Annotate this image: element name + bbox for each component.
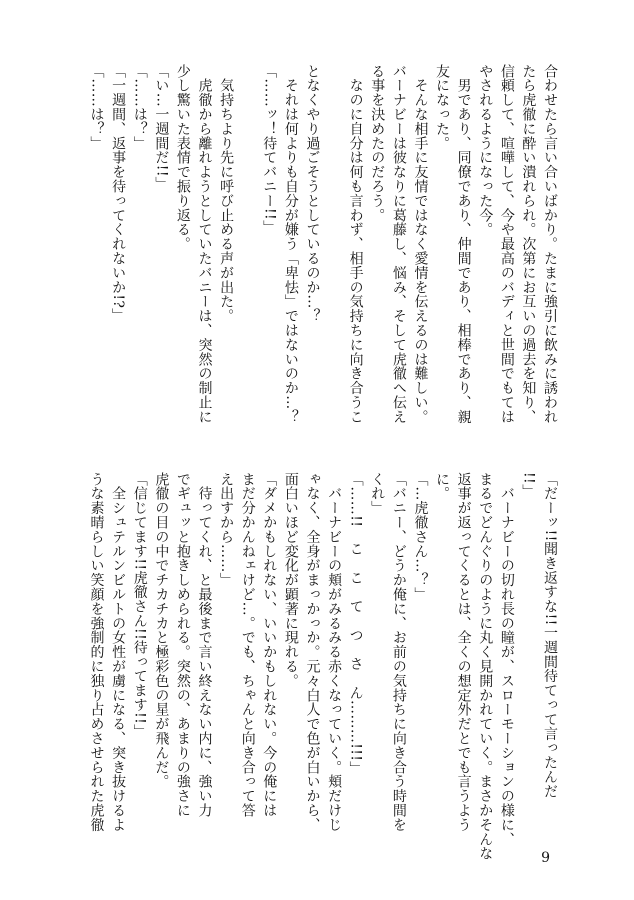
- text-line: バーナビーは彼なりに葛藤し、悩み、そして虎徹へ伝え: [390, 64, 407, 424]
- upper-text-block: [85, 64, 560, 439]
- page-number: 9: [541, 850, 550, 866]
- text-line: 少し驚いた表情で振り返る。: [174, 64, 191, 252]
- text-line: くれ」: [369, 472, 386, 516]
- text-line: 「……は？」: [131, 64, 148, 151]
- text-line: え出すから……」: [218, 472, 235, 588]
- text-line: でギュッと抱きしめられる。突然の、あまりの強さに: [174, 472, 191, 818]
- lower-text-block: [85, 472, 560, 861]
- text-line: まだ分かんねェけど…。でも、ちゃんと向き合って答: [239, 472, 256, 818]
- text-line: る事を決めたのだろう。: [369, 64, 386, 223]
- text-line: 「一週間、返事を待ってくれないか!?」: [110, 64, 127, 323]
- text-line: 「ダメかもしれない、いいかもしれない。今の俺には: [261, 472, 278, 818]
- text-line: 合わせたら言い合いばかり。たまに強引に飲みに誘われ: [542, 64, 558, 424]
- text-line: そんな相手に友情ではなく愛情を伝えるのは難しい。: [412, 64, 429, 424]
- text-line: それは何よりも自分が嫌う「卑怯」ではないのか…？: [282, 64, 299, 424]
- text-line: 「い…一週間だ!!」: [153, 64, 170, 192]
- text-line: 「だーッ!!聞き返すな!!一週間待てって言ったんだ: [542, 472, 558, 799]
- text-line: !!」: [520, 472, 537, 499]
- text-line: 「……は？」: [88, 64, 105, 151]
- text-line: 虎徹の目の中でチカチカと極彩色の星が飛んだ。: [153, 472, 170, 789]
- text-line: バーナビーの頬がみるみる赤くなっていく。頬だけじ: [326, 472, 343, 832]
- text-line: 返事が返ってくるとは、全くの想定外だとでも言うよう: [455, 472, 472, 832]
- text-line: なのに自分は何も言わず、相手の気持ちに向き合うこ: [347, 64, 364, 424]
- text-line: バーナビーの切れ長の瞳が、スローモーションの様に、: [498, 472, 515, 847]
- text-line: 信頼して、喧嘩して、今や最高のバディと世間でもては: [498, 64, 515, 424]
- text-line: 男であり、同僚であり、仲間であり、相棒であり、親: [455, 64, 472, 424]
- text-line: となくやり過ごそうとしているのか…？: [304, 64, 321, 324]
- text-line: 「バニー、どうか俺に、お前の気持ちに向き合う時間を: [390, 472, 407, 832]
- text-line: うな素晴らしい笑顔を強制的に独り占めさせられた虎徹: [88, 472, 105, 832]
- text-line: 気持ちより先に呼び止める声が出た。: [218, 64, 235, 324]
- text-line: たら虎徹に酔い潰れられ。次第にお互いの過去を知り、: [520, 64, 537, 424]
- text-line: 待ってくれ、と最後まで言い終えない内に、強い力: [196, 472, 213, 818]
- text-line: まるでどんぐりのように丸く見開かれていく。まさかそんな: [477, 472, 494, 861]
- text-line: ゃなく、全身がまっかっか。元々白人で色が白いから、: [304, 472, 321, 832]
- text-line: やされるようになった今。: [477, 64, 494, 237]
- text-line: 「信じてます!!虎徹さん!!待ってます!!」: [131, 472, 148, 739]
- text-line: 「……ッ！待てバニー!!」: [261, 64, 278, 235]
- text-line: に。: [434, 472, 451, 501]
- text-line: 「……!! こ こ て つ さ ん………!!!」: [347, 472, 364, 776]
- text-line: 全シュテルンビルトの女性が虜になる、突き抜けるよ: [110, 472, 127, 832]
- text-line: 「…虎徹さん…？」: [412, 472, 429, 602]
- text-line: 面白いほど変化が顕著に現れる。: [282, 472, 299, 688]
- text-line: 友になった。: [434, 64, 451, 151]
- text-line: 虎徹から離れようとしていたバニーは、突然の制止に: [196, 64, 213, 424]
